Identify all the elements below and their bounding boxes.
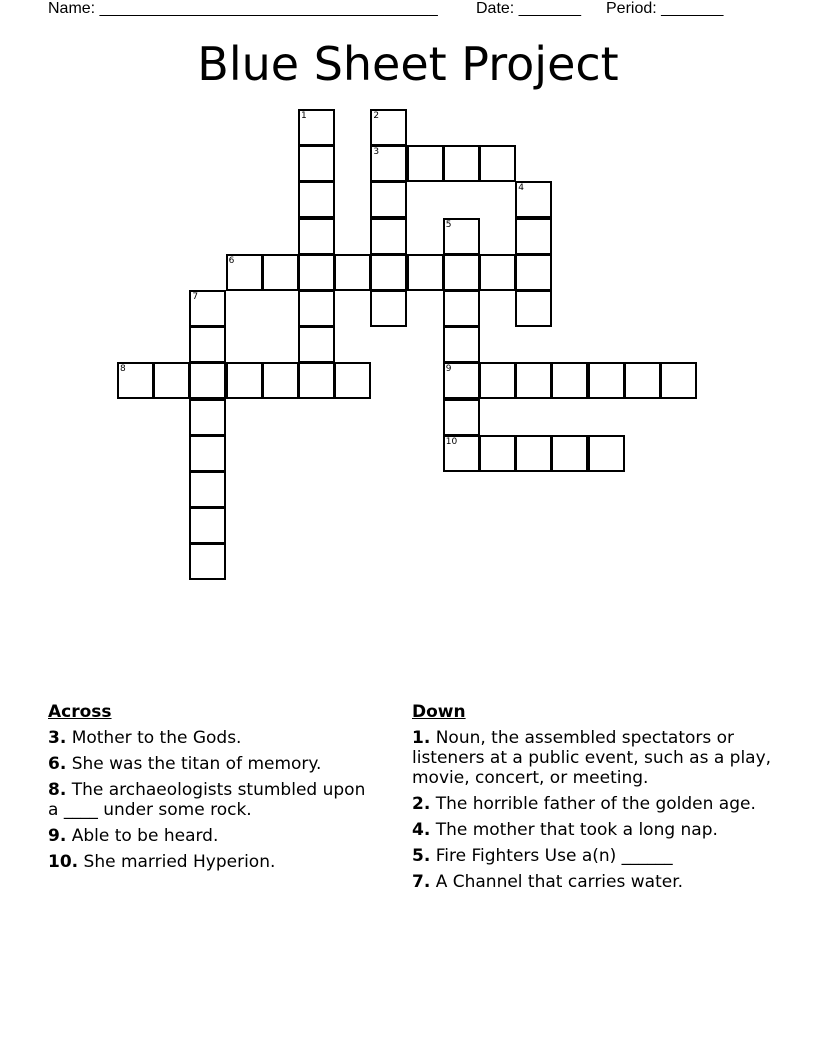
grid-cell[interactable] (515, 435, 552, 472)
grid-cell[interactable] (660, 362, 697, 399)
clue-down-5: 5. Fire Fighters Use a(n) ______ (412, 846, 673, 866)
grid-cell[interactable] (479, 254, 516, 291)
across-clues (48, 702, 378, 878)
clue-down-7: 7. A Channel that carries water. (412, 872, 684, 892)
grid-cell[interactable] (298, 181, 335, 218)
grid-cell[interactable] (370, 218, 407, 255)
grid-cell[interactable] (298, 145, 335, 182)
clue-number-1: 1 (301, 111, 307, 121)
grid-cell[interactable] (298, 326, 335, 363)
grid-cell[interactable] (226, 362, 263, 399)
clue-number-5: 5 (445, 219, 452, 230)
clue-across-9: 9. Able to be heard. (48, 826, 219, 846)
clue-across-3: 3. Mother to the Gods. (48, 728, 242, 748)
clue-number-4: 4 (518, 183, 524, 194)
grid-cell[interactable] (443, 290, 480, 327)
grid-cell[interactable] (443, 145, 480, 182)
grid-cell[interactable] (370, 290, 407, 327)
grid-cell[interactable] (479, 362, 516, 399)
down-clues (412, 702, 774, 898)
grid-cell[interactable] (551, 362, 588, 399)
grid-cell[interactable] (551, 435, 588, 472)
grid-cell[interactable] (334, 362, 371, 399)
clue-across-6: 6. She was the titan of memory. (48, 754, 322, 774)
clue-number-3: 3 (373, 147, 380, 158)
clue-down-4: 4. The mother that took a long nap. (412, 820, 718, 840)
grid-cell[interactable] (479, 435, 516, 472)
page-title: Blue Sheet Project (197, 37, 619, 91)
grid-cell[interactable] (515, 218, 552, 255)
clue-across-10: 10. She married Hyperion. (48, 852, 276, 872)
grid-cell[interactable] (189, 471, 226, 508)
grid-cell[interactable] (479, 145, 516, 182)
across-heading: Across (48, 702, 112, 722)
grid-cell[interactable] (262, 254, 299, 291)
grid-cell[interactable] (370, 181, 407, 218)
clue-number-2: 2 (373, 111, 380, 121)
grid-cell[interactable] (262, 362, 299, 399)
grid-cell[interactable] (189, 399, 226, 436)
clue-across-8: 8. The archaeologists stumbled upon a ____ under some rock. (48, 780, 366, 820)
down-heading: Down (412, 702, 466, 722)
grid-cell[interactable] (298, 218, 335, 255)
name-field-label: Name: ______________________________________ (48, 0, 438, 17)
clue-number-10: 10 (445, 436, 458, 447)
grid-cell[interactable] (298, 290, 335, 327)
clue-down-1: 1. Noun, the assembled spectators or listeners at a public event, such as a play, movie, concert, or meeting. (412, 728, 772, 788)
grid-cell[interactable] (443, 399, 480, 436)
grid-cell[interactable] (189, 507, 226, 544)
grid-cell[interactable] (624, 362, 661, 399)
clue-number-9: 9 (445, 364, 452, 375)
grid-cell[interactable] (443, 326, 480, 363)
grid-cell[interactable] (189, 362, 226, 399)
grid-cell[interactable] (515, 362, 552, 399)
grid-cell[interactable] (334, 254, 371, 291)
grid-cell[interactable] (588, 435, 625, 472)
clue-number-7: 7 (192, 292, 199, 302)
period-field-label: Period: _______ (606, 0, 724, 17)
clue-down-2: 2. The horrible father of the golden age. (412, 794, 756, 814)
grid-cell[interactable] (298, 254, 335, 291)
grid-cell[interactable] (515, 290, 552, 327)
grid-cell[interactable] (588, 362, 625, 399)
grid-cell[interactable] (189, 435, 226, 472)
grid-cell[interactable] (515, 254, 552, 291)
grid-cell[interactable] (189, 326, 226, 363)
grid-cell[interactable] (407, 254, 444, 291)
grid-cell[interactable] (443, 254, 480, 291)
date-field-label: Date: _______ (476, 0, 581, 17)
grid-cell[interactable] (407, 145, 444, 182)
grid-cell[interactable] (370, 254, 407, 291)
grid-cell[interactable] (298, 362, 335, 399)
grid-cell[interactable] (189, 543, 226, 580)
clue-number-8: 8 (120, 364, 126, 375)
grid-cell[interactable] (153, 362, 190, 399)
clue-number-6: 6 (228, 255, 235, 266)
